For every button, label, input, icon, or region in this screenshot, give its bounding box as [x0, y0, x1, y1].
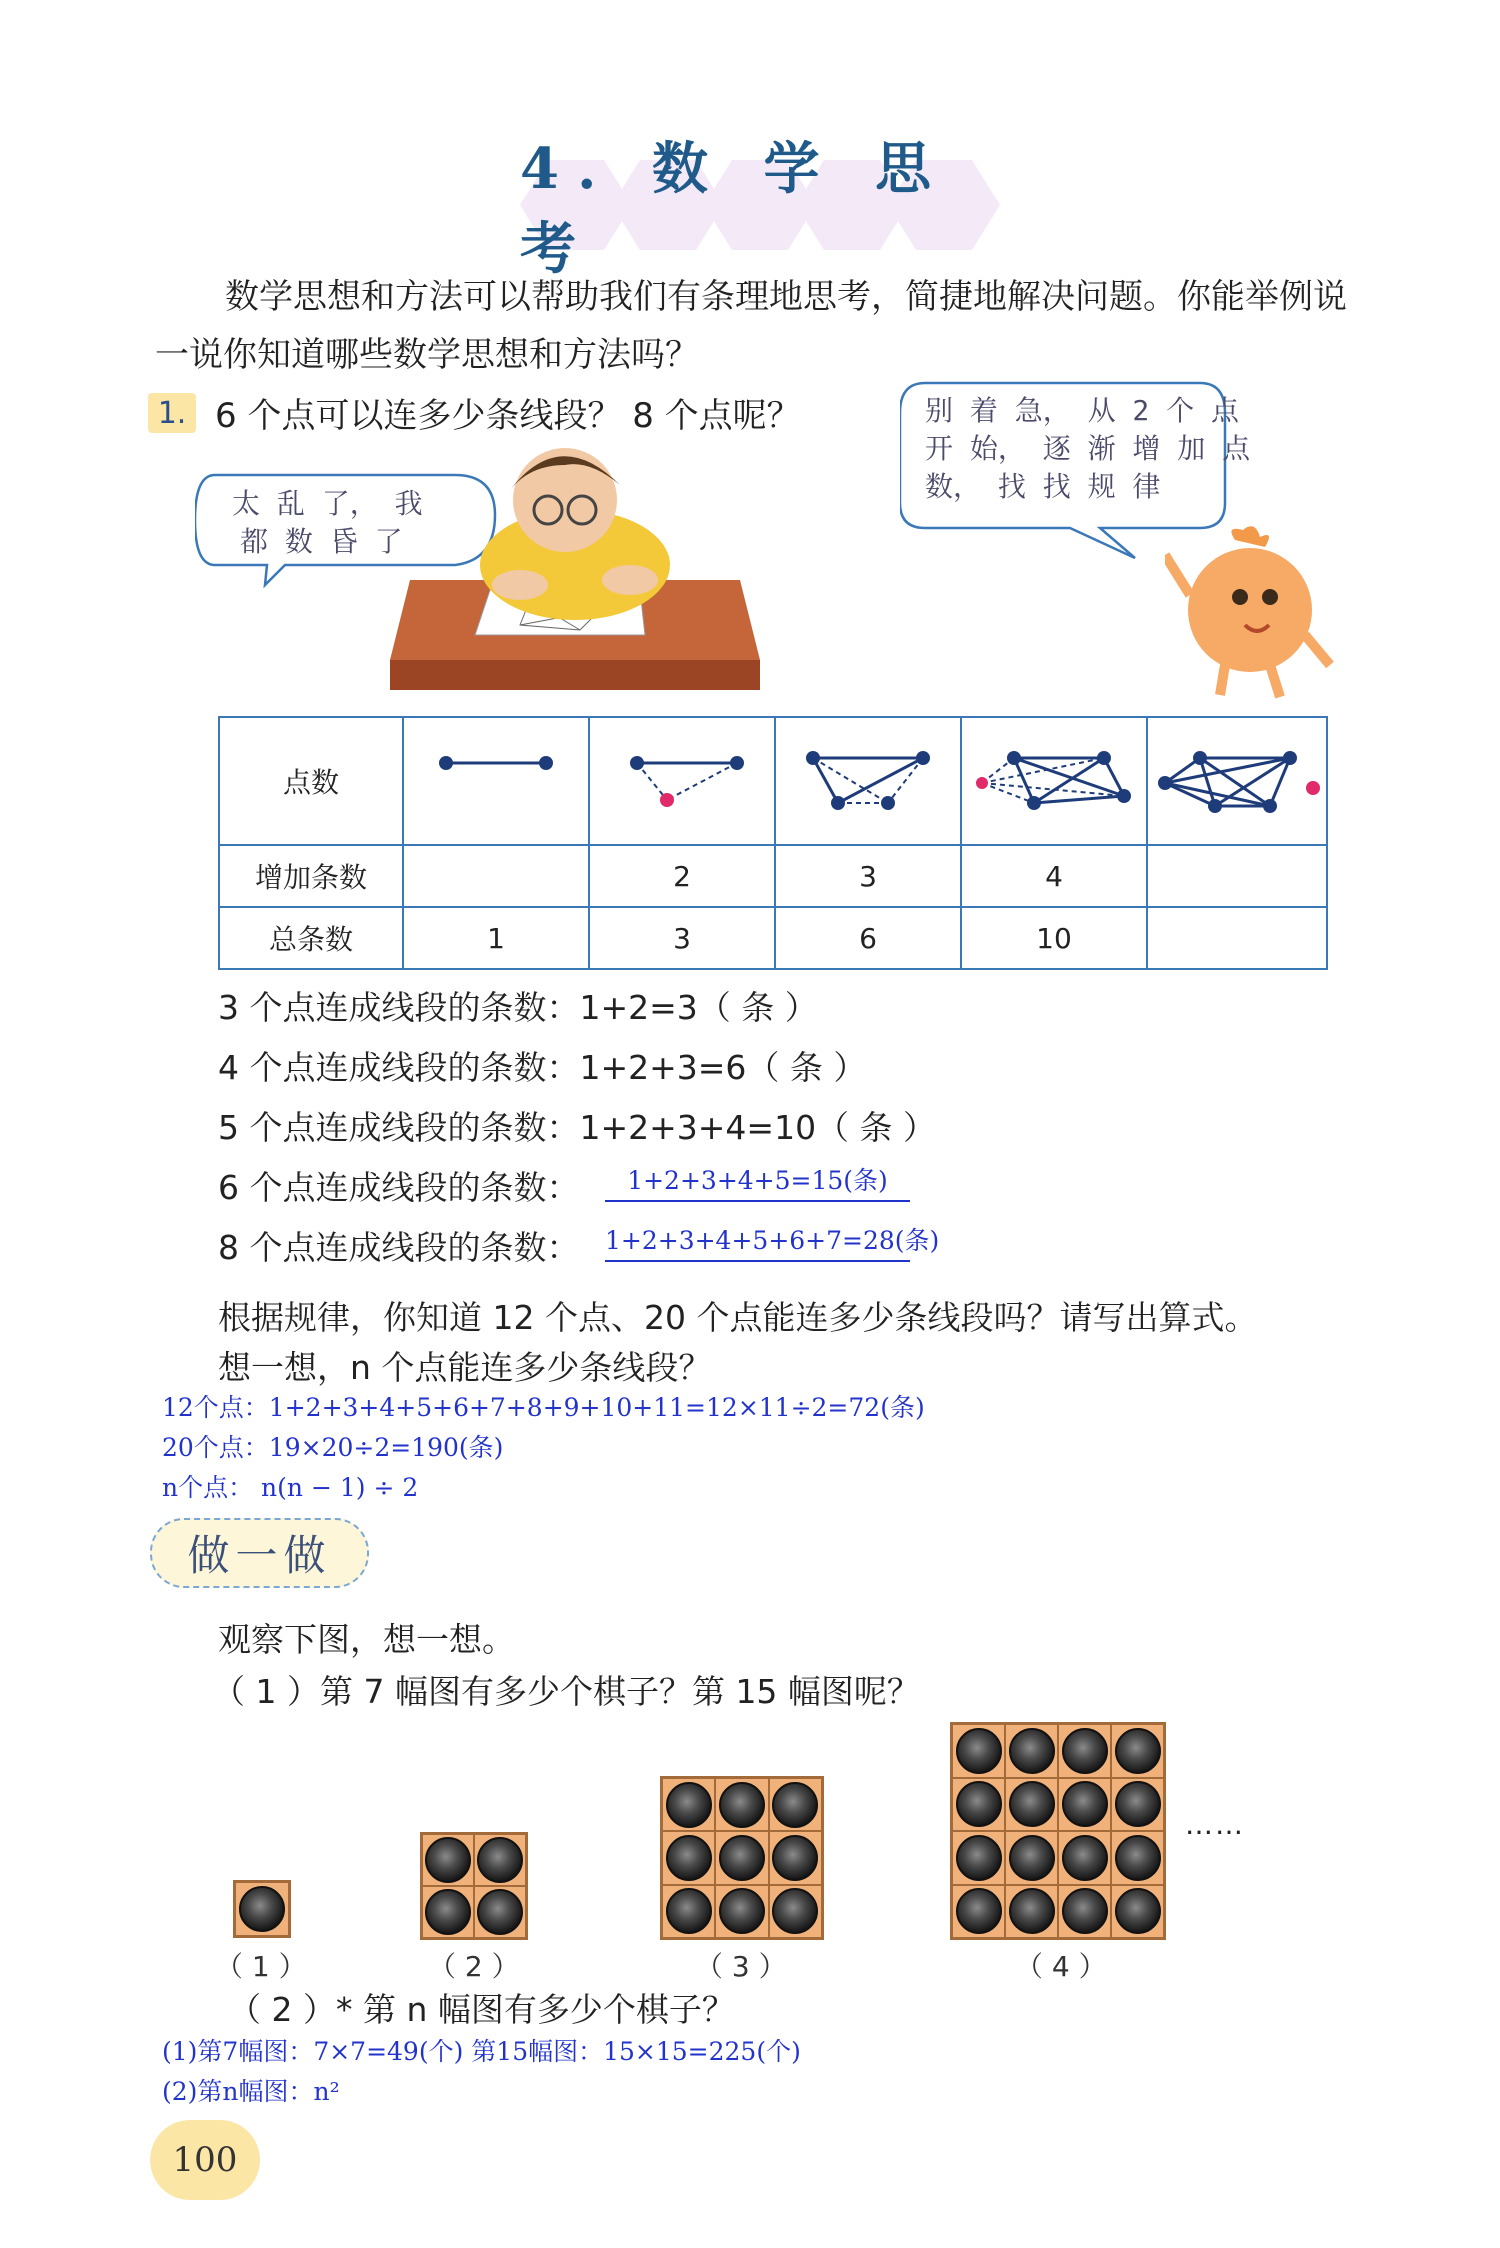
caption-2: （ 2 ） [428, 1950, 520, 1983]
three-point-diagram [607, 738, 757, 818]
page-title: 4. 数 学 思 考 [520, 136, 949, 282]
go-stone [666, 1835, 712, 1881]
added-cell: 2 [589, 845, 775, 907]
go-stone [1062, 1781, 1108, 1827]
stone-grid-1 [233, 1880, 291, 1938]
answer-n-points: n个点： n(n − 1) ÷ 2 [162, 1473, 419, 1502]
caption-1: （ 1 ） [215, 1950, 307, 1983]
go-stone [1115, 1888, 1161, 1934]
peach-mascot [1165, 525, 1335, 705]
added-cell [403, 845, 589, 907]
go-stone [666, 1888, 712, 1934]
go-stone [719, 1782, 765, 1828]
go-stone [1115, 1781, 1161, 1827]
total-cell: 3 [589, 907, 775, 969]
rule-question: 根据规律，你知道 12 个点、20 个点能连多少条线段吗？请写出算式。 [218, 1298, 1258, 1337]
right-bubble-line-2: 开 始， 逐 渐 增 加 点 [925, 432, 1251, 465]
diagram-3-points [589, 717, 775, 845]
line-8-points-answer: 1+2+3+4+5+6+7=28(条) [605, 1222, 910, 1262]
go-stone [772, 1888, 818, 1934]
go-stone [1009, 1888, 1055, 1934]
two-point-diagram [421, 738, 571, 818]
diagram-6-points [1147, 717, 1327, 845]
go-stone [239, 1886, 285, 1932]
total-cell: 10 [961, 907, 1147, 969]
go-stone [719, 1835, 765, 1881]
section-zuoyizuo: 做一做 [150, 1518, 369, 1588]
answer-12-points: 12个点：1+2+3+4+5+6+7+8+9+10+11=12×11÷2=72(条) [162, 1393, 925, 1422]
go-stone [956, 1781, 1002, 1827]
stone-grid-2 [420, 1832, 528, 1940]
go-stone [956, 1888, 1002, 1934]
sub-question-1: （ 1 ）第 7 幅图有多少个棋子？第 15 幅图呢？ [212, 1672, 920, 1711]
total-cell: 1 [403, 907, 589, 969]
line-8-points-label: 8 个点连成线段的条数： [218, 1228, 580, 1267]
go-stone [425, 1837, 471, 1883]
go-stone [1115, 1728, 1161, 1774]
think-question: 想一想，n 个点能连多少条线段？ [218, 1348, 712, 1387]
caption-4: （ 4 ） [1015, 1950, 1107, 1983]
go-stone [425, 1889, 471, 1935]
go-stone [772, 1835, 818, 1881]
go-stone [1009, 1835, 1055, 1881]
total-cell: 6 [775, 907, 961, 969]
go-stone [1009, 1781, 1055, 1827]
go-stone [477, 1837, 523, 1883]
line-3-points: 3 个点连成线段的条数：1+2=3（ 条 ） [218, 988, 818, 1027]
row-label-total: 总条数 [219, 907, 403, 969]
points-table [218, 716, 1328, 970]
line-5-points: 5 个点连成线段的条数：1+2+3+4=10（ 条 ） [218, 1108, 937, 1147]
answer-figure-7-15: (1)第7幅图：7×7=49(个) 第15幅图：15×15=225(个) [162, 2037, 801, 2066]
diagram-5-points [961, 717, 1147, 845]
stone-grid-4 [950, 1722, 1166, 1940]
go-stone [666, 1782, 712, 1828]
boy-illustration [390, 430, 770, 700]
row-label-added: 增加条数 [219, 845, 403, 907]
go-stone [1062, 1888, 1108, 1934]
go-stone [956, 1728, 1002, 1774]
five-point-diagram [974, 738, 1134, 818]
right-bubble-line-1: 别 着 急， 从 2 个 点 [925, 394, 1240, 427]
go-stone [477, 1889, 523, 1935]
ellipsis: …… [1185, 1808, 1245, 1841]
added-cell: 4 [961, 845, 1147, 907]
six-point-diagram [1155, 738, 1320, 818]
go-stone [1115, 1835, 1161, 1881]
line-6-points-label: 6 个点连成线段的条数： [218, 1168, 580, 1207]
question-number: 1. [148, 393, 196, 433]
answer-20-points: 20个点：19×20÷2=190(条) [162, 1433, 504, 1462]
observe-text: 观察下图，想一想。 [218, 1620, 515, 1659]
go-stone [1062, 1728, 1108, 1774]
four-point-diagram [793, 738, 943, 818]
intro-paragraph: 数学思想和方法可以帮助我们有条理地思考，简捷地解决问题。你能举例说一说你知道哪些数学思想和方法吗？ [155, 277, 1347, 375]
diagram-4-points [775, 717, 961, 845]
left-bubble-line-2: 都 数 昏 了 [240, 525, 403, 558]
title-banner [520, 136, 1000, 282]
go-stone [719, 1888, 765, 1934]
added-cell: 3 [775, 845, 961, 907]
right-bubble-line-3: 数， 找 找 规 律 [925, 470, 1161, 503]
answer-figure-n: (2)第n幅图：n² [162, 2077, 340, 2106]
added-cell [1147, 845, 1327, 907]
go-stone [1062, 1835, 1108, 1881]
left-bubble-line-1: 太 乱 了， 我 [232, 487, 423, 520]
diagram-2-points [403, 717, 589, 845]
question-1-text: 6 个点可以连多少条线段？ 8 个点呢？ [215, 396, 801, 436]
page-number: 100 [150, 2120, 260, 2200]
go-stone [956, 1835, 1002, 1881]
stone-grid-3 [660, 1776, 824, 1940]
row-label-points: 点数 [219, 717, 403, 845]
go-stone [772, 1782, 818, 1828]
line-4-points: 4 个点连成线段的条数：1+2+3=6（ 条 ） [218, 1048, 867, 1087]
total-cell [1147, 907, 1327, 969]
line-6-points-answer: 1+2+3+4+5=15(条) [605, 1162, 910, 1202]
sub-question-2: （ 2 ）* 第 n 幅图有多少个棋子？ [228, 1990, 735, 2029]
caption-3: （ 3 ） [695, 1950, 787, 1983]
go-stone [1009, 1728, 1055, 1774]
